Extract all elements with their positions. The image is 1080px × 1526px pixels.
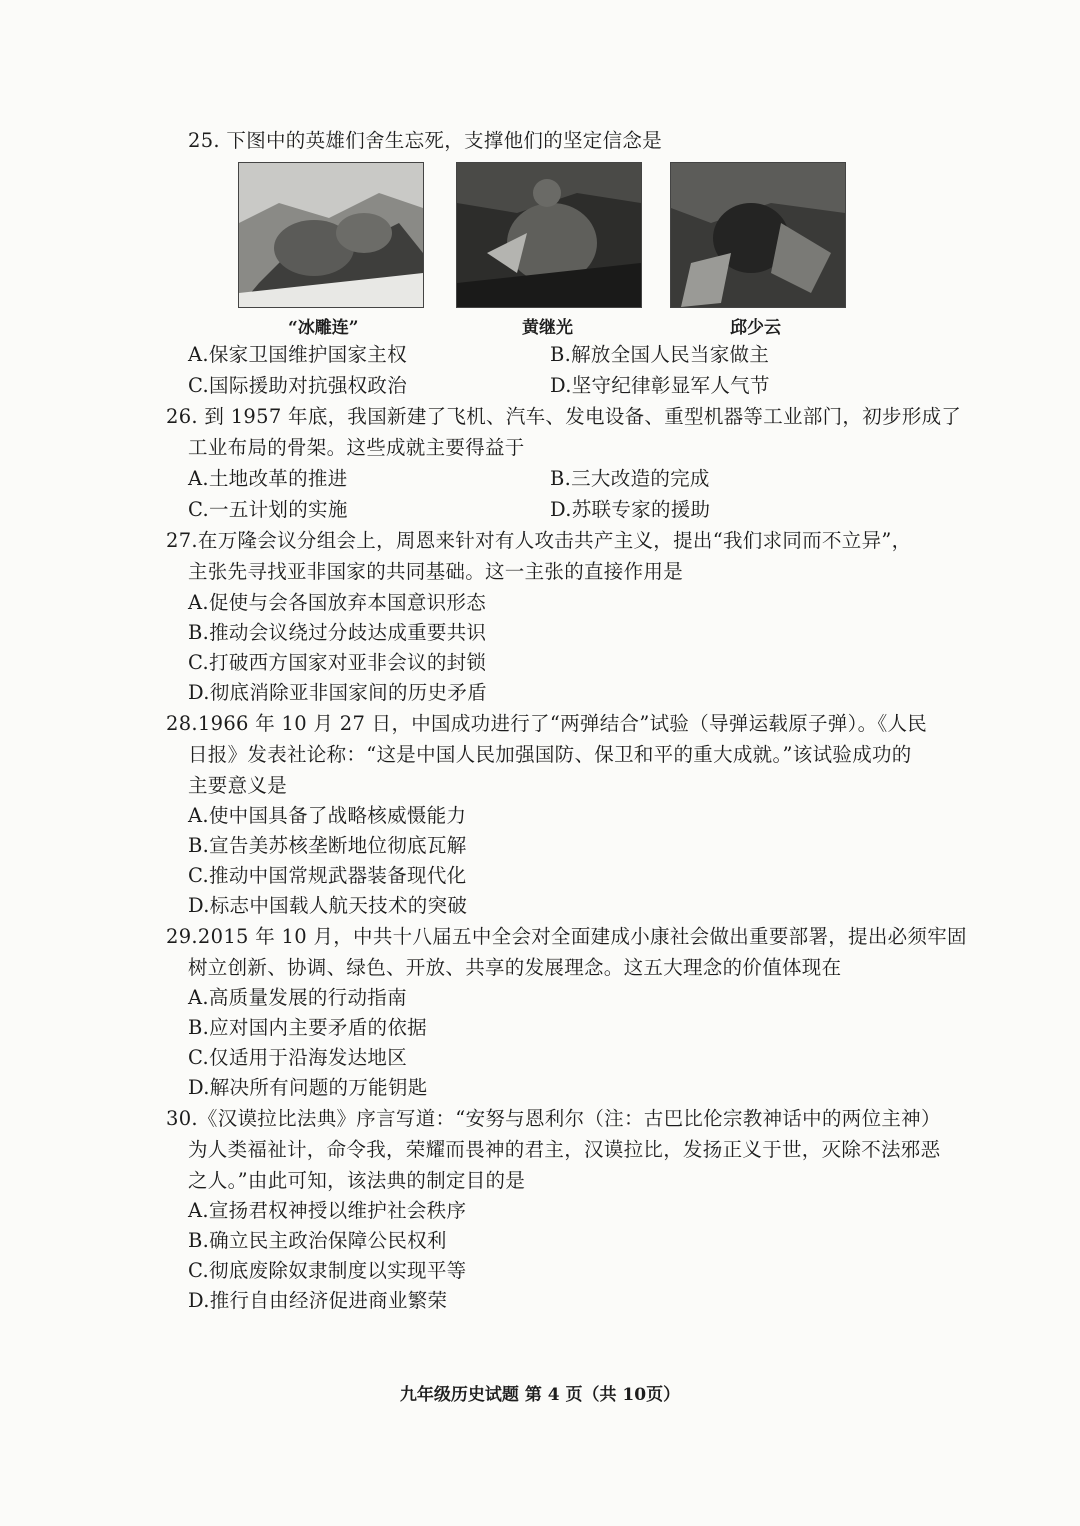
page-footer: 九年级历史试题 第 4 页（共 10页） (399, 1385, 681, 1405)
q29-stem-line-1: 29.2015 年 10 月，中共十八届五中全会对全面建成小康社会做出重要部署，提出必须牢固 (166, 925, 967, 948)
q27-stem-line-2: 主张先寻找亚非国家的共同基础。这一主张的直接作用是 (188, 560, 684, 583)
q27-option-a: A.促使与会各国放弃本国意识形态 (188, 591, 487, 614)
q25-option-a: A.保家卫国维护国家主权 (188, 343, 407, 366)
q28-option-d: D.标志中国载人航天技术的突破 (188, 894, 468, 917)
q28-option-b: B.宣告美苏核垄断地位彻底瓦解 (188, 834, 467, 857)
photo-qiu-shaoyun (670, 162, 846, 308)
q30-stem-line-1: 30.《汉谟拉比法典》序言写道：“安努与恩利尔（注：古巴比伦宗教神话中的两位主神） (166, 1107, 941, 1130)
q30-stem-line-3: 之人。”由此可知，该法典的制定目的是 (188, 1169, 526, 1192)
q26-option-b: B.三大改造的完成 (550, 467, 710, 490)
q25-option-b: B.解放全国人民当家做主 (550, 343, 770, 366)
photo-ice-sculpture-company (238, 162, 424, 308)
q26-option-c: C.一五计划的实施 (188, 498, 348, 521)
caption-qiu-shaoyun: 邱少云 (730, 318, 781, 338)
q26-stem-line-2: 工业布局的骨架。这些成就主要得益于 (188, 436, 525, 459)
q30-option-c: C.彻底废除奴隶制度以实现平等 (188, 1259, 467, 1282)
q25-option-c: C.国际援助对抗强权政治 (188, 374, 408, 397)
q26-option-d: D.苏联专家的援助 (550, 498, 711, 521)
q27-option-d: D.彻底消除亚非国家间的历史矛盾 (188, 681, 487, 704)
q29-stem-line-2: 树立创新、协调、绿色、开放、共享的发展理念。这五大理念的价值体现在 (188, 956, 842, 979)
q28-option-a: A.使中国具备了战略核威慑能力 (188, 804, 467, 827)
q25-stem: 25. 下图中的英雄们舍生忘死，支撑他们的坚定信念是 (188, 129, 663, 152)
q29-option-a: A.高质量发展的行动指南 (188, 986, 407, 1009)
q29-option-d: D.解决所有问题的万能钥匙 (188, 1076, 428, 1099)
q28-stem-line-2: 日报》发表社论称：“这是中国人民加强国防、保卫和平的重大成就。”该试验成功的 (188, 743, 912, 766)
caption-ice-sculpture-company: “冰雕连” (288, 318, 359, 338)
q26-option-a: A.土地改革的推进 (188, 467, 348, 490)
q29-option-b: B.应对国内主要矛盾的依据 (188, 1016, 427, 1039)
q26-stem-line-1: 26. 到 1957 年底，我国新建了飞机、汽车、发电设备、重型机器等工业部门，初步形成了 (166, 405, 962, 428)
q27-option-c: C.打破西方国家对亚非会议的封锁 (188, 651, 487, 674)
q30-option-a: A.宣扬君权神授以维护社会秩序 (188, 1199, 467, 1222)
photo-huang-jiguang (456, 162, 642, 308)
q28-option-c: C.推动中国常规武器装备现代化 (188, 864, 467, 887)
q25-option-d: D.坚守纪律彰显军人气节 (550, 374, 770, 397)
q30-option-d: D.推行自由经济促进商业繁荣 (188, 1289, 448, 1312)
q27-stem-line-1: 27.在万隆会议分组会上，周恩来针对有人攻击共产主义，提出“我们求同而不立异”， (166, 529, 912, 552)
q27-option-b: B.推动会议绕过分歧达成重要共识 (188, 621, 487, 644)
q28-stem-line-1: 28.1966 年 10 月 27 日，中国成功进行了“两弹结合”试验（导弹运载原子弹）。《人民 (166, 712, 928, 735)
q29-option-c: C.仅适用于沿海发达地区 (188, 1046, 408, 1069)
q30-stem-line-2: 为人类福祉计，命令我，荣耀而畏神的君主，汉谟拉比，发扬正义于世，灭除不法邪恶 (188, 1138, 941, 1161)
caption-huang-jiguang: 黄继光 (522, 318, 573, 338)
q30-option-b: B.确立民主政治保障公民权利 (188, 1229, 447, 1252)
q28-stem-line-3: 主要意义是 (188, 774, 288, 797)
